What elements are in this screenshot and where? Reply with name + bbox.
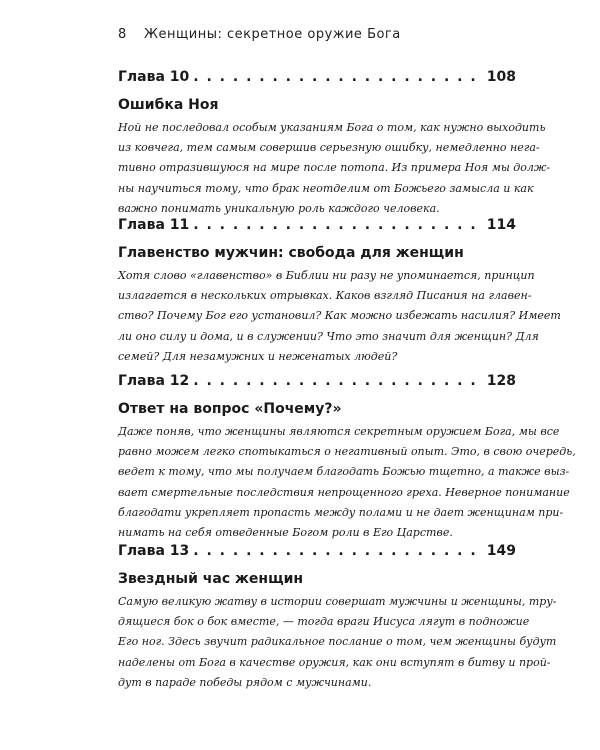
toc-entry	[118, 69, 551, 219]
summary-line: равно можем легко спотыкаться о негативный опыт. Это, в свою очередь,	[118, 445, 576, 459]
summary-line: излагается в нескольких отрывках. Каков взгляд Писания на главен-	[118, 289, 532, 303]
chapter-label: Глава 11	[118, 217, 190, 233]
dot-leader	[193, 373, 482, 389]
chapter-page-number: 149	[486, 543, 516, 559]
chapter-summary	[118, 266, 561, 367]
chapter-label: Глава 12	[118, 373, 190, 389]
summary-line: Его ног. Здесь звучит радикальное послание о том, чем женщины будут	[118, 635, 557, 649]
chapter-summary	[118, 422, 576, 543]
chapter-title: Ошибка Ноя	[118, 97, 219, 113]
chapter-summary	[118, 592, 557, 693]
chapter-line	[118, 373, 516, 393]
dot-leader	[193, 69, 482, 85]
chapter-label: Глава 13	[118, 543, 190, 559]
page-number: 8	[118, 27, 127, 42]
chapter-page-number: 108	[486, 69, 516, 85]
running-head	[118, 27, 560, 42]
summary-line: нимать на себя отведенные Богом роли в Его Царстве.	[118, 526, 453, 540]
dot-leader	[193, 217, 482, 233]
chapter-page-number: 128	[486, 373, 516, 389]
summary-line: дящиеся бок о бок вместе, — тогда враги Иисуса лягут в подножие	[118, 615, 530, 629]
summary-line: тивно отразившуюся на мире после потопа. Из примера Ноя мы долж-	[118, 161, 551, 175]
summary-line: ство? Почему Бог его установил? Как можно избежать насилия? Имеет	[118, 309, 561, 323]
summary-line: Ной не последовал особым указаниям Бога о том, как нужно выходить	[118, 121, 546, 134]
chapter-line	[118, 69, 516, 89]
summary-line: благодати укрепляет пропасть между полами и не дает женщинам при-	[118, 505, 564, 519]
chapter-line	[118, 543, 516, 563]
chapter-summary	[118, 118, 551, 219]
chapter-title: Звездный час женщин	[118, 571, 304, 587]
toc-entry	[118, 217, 561, 367]
summary-line: семей? Для незамужних и неженатых людей?	[118, 349, 398, 363]
summary-line: наделены от Бога в качестве оружия, как они вступят в битву и прой-	[118, 655, 551, 669]
chapter-title: Ответ на вопрос «Почему?»	[118, 401, 342, 417]
toc-entry	[118, 543, 557, 693]
summary-line: Даже поняв, что женщины являются секретным оружием Бога, мы все	[118, 425, 560, 438]
summary-line: ведет к тому, что мы получаем благодать Божью тщетно, а также выз-	[118, 465, 570, 479]
chapter-title: Главенство мужчин: свобода для женщин	[118, 245, 464, 261]
chapter-label: Глава 10	[118, 69, 190, 85]
chapter-line	[118, 217, 516, 237]
running-head-title: Женщины: секретное оружие Бога	[144, 27, 401, 42]
summary-line: ны научиться тому, что брак неотделим от Божьего замысла и как	[118, 181, 534, 195]
summary-line: ли оно силу и дома, и в служении? Что это значит для женщин? Для	[118, 329, 539, 343]
toc-entry	[118, 373, 576, 543]
summary-line: Самую великую жатву в истории совершат мужчины и женщины, тру-	[118, 595, 557, 608]
dot-leader	[193, 543, 482, 559]
summary-line: дут в параде победы рядом с мужчинами.	[118, 675, 372, 689]
summary-line: из ковчега, тем самым совершив серьезную ошибку, немедленно нега-	[118, 141, 540, 155]
summary-line: вает смертельные последствия непрощенного греха. Неверное понимание	[118, 485, 570, 499]
summary-line: важно понимать уникальную роль каждого человека.	[118, 201, 440, 215]
summary-line: Хотя слово «главенство» в Библии ни разу не упоминается, принцип	[118, 269, 535, 282]
chapter-page-number: 114	[486, 217, 516, 233]
